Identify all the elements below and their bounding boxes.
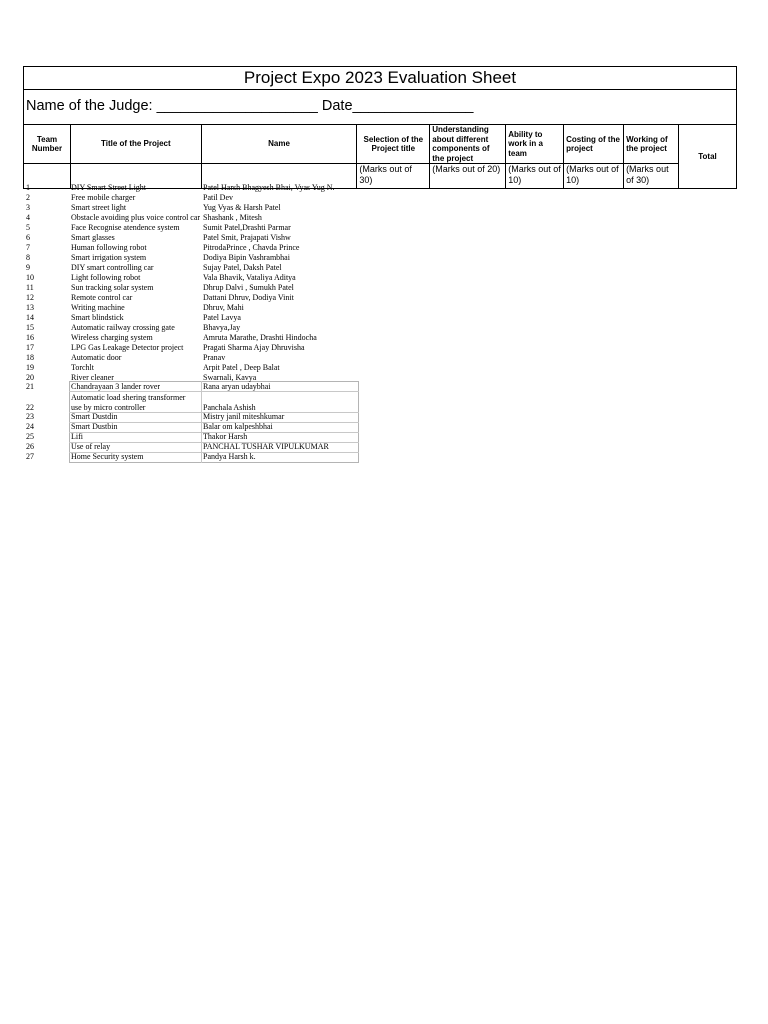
team-number: 27 [26, 452, 34, 461]
project-title: use by micro controller [71, 404, 146, 412]
table-row [23, 314, 363, 324]
member-names: PANCHAL TUSHAR VIPULKUMAR [203, 442, 329, 451]
team-number: 13 [26, 303, 34, 312]
project-title: Chandrayaan 3 lander rover [71, 383, 161, 391]
table-row [23, 354, 363, 364]
member-names: Dattani Dhruv, Dodiya Vinit [203, 293, 294, 302]
member-names: Balar om kalpeshbhai [203, 422, 273, 431]
project-title-line1: Automatic load shering transformer [71, 394, 186, 402]
project-title: Remote control car [71, 294, 133, 302]
team-number: 10 [26, 273, 34, 282]
table-row [23, 443, 363, 453]
team-number: 1 [26, 183, 30, 192]
team-number: 22 [26, 403, 34, 412]
project-title: LPG Gas Leakage Detector project [71, 344, 184, 352]
project-title: Obstacle avoiding plus voice control car [71, 214, 201, 222]
member-names: Mistry janil miteshkumar [203, 412, 285, 421]
member-names: Rana aryan udaybhai [203, 382, 271, 391]
project-title: Smart Dustdin [71, 413, 118, 421]
table-row [23, 214, 363, 224]
team-number: 15 [26, 323, 34, 332]
team-number: 8 [26, 253, 30, 262]
table-row [23, 423, 363, 433]
team-number: 19 [26, 363, 34, 372]
team-number: 14 [26, 313, 34, 322]
table-row [23, 204, 363, 214]
table-row [23, 364, 363, 374]
member-names: Yug Vyas & Harsh Patel [203, 203, 281, 212]
marks-costing: (Marks out of 10) [564, 164, 624, 189]
project-title: Smart Dustbin [71, 423, 118, 431]
project-title: Sun tracking solar system [71, 284, 154, 292]
marks-working: (Marks out of 30) [624, 164, 679, 189]
team-number: 21 [26, 382, 34, 391]
project-title: Smart blindstick [71, 314, 124, 322]
project-title: Home Security system [71, 453, 144, 461]
table-row [23, 194, 363, 204]
table-row [23, 274, 363, 284]
project-title: Lifi [71, 433, 83, 441]
table-row [23, 453, 363, 463]
project-title: Wireless charging system [71, 334, 153, 342]
project-title: Smart street light [71, 204, 127, 212]
member-names: Patel Lavya [203, 313, 241, 322]
project-title: Free mobile charger [71, 194, 136, 202]
team-number: 24 [26, 422, 34, 431]
project-title: DIY smart controlling car [71, 264, 154, 272]
team-number: 6 [26, 233, 30, 242]
header-ability: Ability to work in a team [506, 125, 564, 164]
table-row [23, 294, 363, 304]
header-total: Total [679, 125, 737, 189]
member-names: Sujay Patel, Daksh Patel [203, 263, 282, 272]
member-names: Patel Harsh Bhagyesh Bhai, Vyas Yug N. [203, 183, 335, 192]
team-number: 7 [26, 243, 30, 252]
table-row [23, 184, 363, 194]
header-table [23, 124, 737, 189]
member-names: Thakor Harsh [203, 432, 248, 441]
marks-ability: (Marks out of 10) [506, 164, 564, 189]
marks-selection: (Marks out of 30) [357, 164, 430, 189]
project-title: Automatic door [71, 354, 122, 362]
project-title: Use of relay [71, 443, 111, 451]
member-names: Patil Dev [203, 193, 233, 202]
team-number: 4 [26, 213, 30, 222]
team-number: 25 [26, 432, 34, 441]
member-names: Patel Smit, Prajapati Vishw [203, 233, 291, 242]
team-number: 2 [26, 193, 30, 202]
project-title: Writing machine [71, 304, 125, 312]
header-understanding: Understanding about different components of the project [430, 125, 506, 164]
project-title: Torchlt [71, 364, 94, 372]
member-names: Sumit Patel,Drashti Parmar [203, 223, 291, 232]
member-names: Swarnali, Kavya [203, 373, 257, 382]
table-row-continuation [23, 394, 363, 404]
member-names: Dhrup Dalvi , Sumukh Patel [203, 283, 294, 292]
judge-date-line: Name of the Judge: ____________________ Date_______________ [23, 89, 737, 125]
member-names: Dhruv, Mahi [203, 303, 244, 312]
member-names: Amruta Marathe, Drashti Hindocha [203, 333, 317, 342]
header-costing: Costing of the project [564, 125, 624, 164]
project-title: Face Recognise atendence system [71, 224, 180, 232]
member-names: Shashank , Mitesh [203, 213, 262, 222]
member-names: Pranav [203, 353, 226, 362]
team-number: 23 [26, 412, 34, 421]
table-row [23, 224, 363, 234]
member-names: Vala Bhavik, Vataliya Aditya [203, 273, 296, 282]
table-row [23, 284, 363, 294]
table-row [23, 254, 363, 264]
project-title: Human following robot [71, 244, 147, 252]
table-row [23, 234, 363, 244]
header-name: Name [201, 125, 357, 164]
team-number: 3 [26, 203, 30, 212]
project-title: Automatic railway crossing gate [71, 324, 175, 332]
table-row [23, 383, 363, 393]
header-title-of-project: Title of the Project [70, 125, 201, 164]
team-number: 11 [26, 283, 34, 292]
member-names: Pandya Harsh k. [203, 452, 256, 461]
team-number: 5 [26, 223, 30, 232]
header-working: Working of the project [624, 125, 679, 164]
team-number: 17 [26, 343, 34, 352]
member-names: Bhavya,Jay [203, 323, 241, 332]
member-names: Pragati Sharma Ajay Dhruvisha [203, 343, 305, 352]
team-number: 18 [26, 353, 34, 362]
table-row [23, 264, 363, 274]
team-number: 16 [26, 333, 34, 342]
member-names: Panchala Ashish [203, 403, 256, 412]
header-selection: Selection of the Project title [357, 125, 430, 164]
sheet-title: Project Expo 2023 Evaluation Sheet [23, 66, 737, 90]
table-row [23, 304, 363, 314]
member-names: PitrodaPrince , Chavda Prince [203, 243, 300, 252]
header-team-number: Team Number [24, 125, 71, 164]
marks-understanding: (Marks out of 20) [430, 164, 506, 189]
team-number: 9 [26, 263, 30, 272]
member-names: Arpit Patel , Deep Balat [203, 363, 280, 372]
team-number: 26 [26, 442, 34, 451]
team-number: 12 [26, 293, 34, 302]
table-row [23, 344, 363, 354]
project-title: Smart irrigation system [71, 254, 147, 262]
project-title: River cleaner [71, 374, 114, 382]
project-title: DIY Smart Street Light [71, 184, 147, 192]
project-title: Light following robot [71, 274, 141, 282]
table-row [23, 413, 363, 423]
project-title: Smart glasses [71, 234, 115, 242]
table-row [23, 334, 363, 344]
team-number: 20 [26, 373, 34, 382]
table-row [23, 244, 363, 254]
member-names: Dodiya Bipin Vashrambhai [203, 253, 290, 262]
